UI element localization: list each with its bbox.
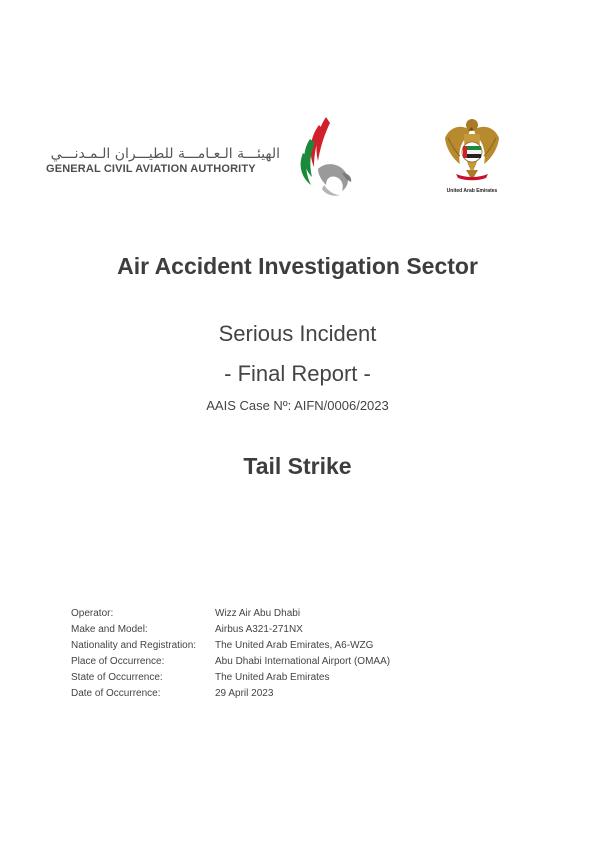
detail-label: Nationality and Registration: (71, 640, 197, 651)
detail-label: Date of Occurrence: (71, 688, 161, 699)
detail-row-operator (71, 608, 390, 624)
detail-value: Airbus A321-271NX (215, 624, 303, 635)
detail-row-place (71, 656, 390, 672)
report-title: Tail Strike (243, 453, 352, 479)
detail-row-date (71, 688, 390, 704)
authority-english-name: GENERAL CIVIL AVIATION AUTHORITY (46, 163, 256, 175)
detail-label: Operator: (71, 608, 114, 619)
detail-value: 29 April 2023 (215, 688, 274, 699)
occurrence-details (71, 608, 390, 704)
detail-label: State of Occurrence: (71, 672, 163, 683)
flag-white-band (467, 150, 481, 154)
detail-value: The United Arab Emirates, A6-WZG (215, 640, 374, 651)
falcon-red-feather (316, 117, 330, 161)
detail-row-make-model (71, 624, 390, 640)
incident-type: Serious Incident (218, 321, 377, 346)
falcon-head (318, 164, 348, 191)
detail-row-state (71, 672, 390, 688)
falcon-neck (322, 185, 340, 196)
flag-green-band (467, 146, 481, 150)
uae-emblem-icon (442, 116, 502, 182)
detail-value: Wizz Air Abu Dhabi (215, 608, 301, 619)
case-number: AAIS Case Nº: AIFN/0006/2023 (206, 398, 389, 413)
sector-title: Air Accident Investigation Sector (117, 253, 478, 279)
emblem-caption: United Arab Emirates (446, 188, 498, 194)
gcaa-falcon-icon (296, 115, 354, 199)
flag-red-band (463, 146, 467, 158)
authority-arabic-name: الهيئـــة الـعـامـــة للطيـــران الـمـدنـــي (50, 146, 280, 162)
detail-value: Abu Dhabi International Airport (OMAA) (215, 656, 391, 667)
gcaa-logo-text (46, 146, 286, 180)
report-type: - Final Report - (224, 361, 371, 386)
flag-black-band (467, 154, 481, 158)
detail-row-registration (71, 640, 390, 656)
detail-value: The United Arab Emirates (215, 672, 330, 683)
detail-label: Make and Model: (71, 624, 148, 635)
detail-label: Place of Occurrence: (71, 656, 165, 667)
